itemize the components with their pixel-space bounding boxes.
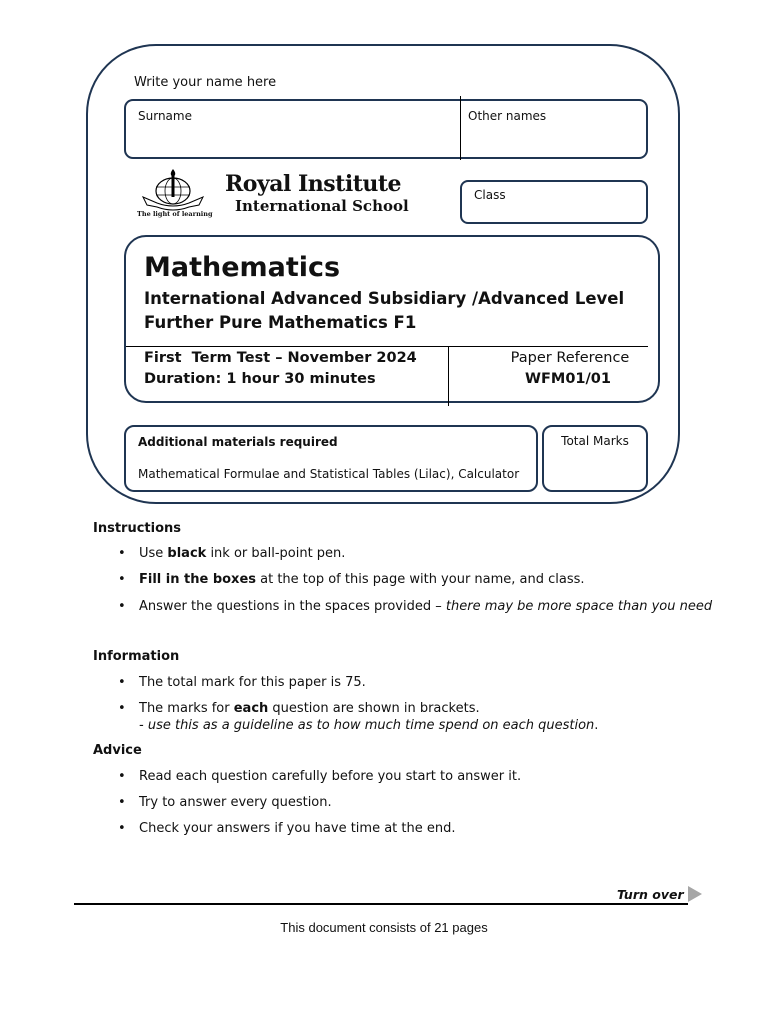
- footer-rule: [74, 903, 688, 905]
- instruction-item: [139, 572, 585, 587]
- triangle-right-icon: [688, 886, 702, 902]
- logo-tagline: The light of learning: [137, 210, 213, 218]
- instructions-heading: Instructions: [93, 521, 182, 536]
- test-name: First Term Test – November 2024: [144, 350, 417, 366]
- turn-over-label: Turn over: [617, 887, 684, 902]
- class-field-label: Class: [474, 188, 506, 202]
- school-name: Royal Institute: [225, 171, 402, 197]
- bullet-icon: •: [118, 675, 126, 690]
- paper-reference-value: WFM01/01: [525, 371, 611, 387]
- qualification-level: International Advanced Subsidiary /Advanced Level: [144, 289, 625, 308]
- subject-divider: [126, 346, 648, 347]
- bullet-icon: •: [118, 546, 126, 561]
- emphasis: black: [167, 546, 207, 561]
- subject-title: Mathematics: [144, 252, 341, 283]
- materials-text: Mathematical Formulae and Statistical Tables (Lilac), Calculator: [138, 467, 520, 481]
- advice-heading: Advice: [93, 743, 142, 758]
- italic-note: - use this as a guideline as to how much time spend on each question: [139, 718, 595, 733]
- other-names-field-label: Other names: [468, 109, 547, 123]
- text: question are shown in brackets.: [268, 701, 480, 716]
- text: .: [594, 718, 599, 733]
- information-item: The total mark for this paper is 75.: [139, 675, 366, 690]
- page-count-note: This document consists of 21 pages: [280, 920, 488, 935]
- school-subtitle: International School: [235, 197, 409, 215]
- surname-field-label: Surname: [138, 109, 192, 123]
- bullet-icon: •: [118, 769, 126, 784]
- bullet-icon: •: [118, 795, 126, 810]
- duration: Duration: 1 hour 30 minutes: [144, 371, 376, 387]
- emphasis: Fill in the boxes: [139, 572, 256, 587]
- advice-item: Read each question carefully before you start to answer it.: [139, 769, 522, 784]
- name-hint: Write your name here: [134, 75, 277, 90]
- information-subnote: [139, 718, 598, 733]
- text: The marks for: [139, 701, 234, 716]
- italic-note: there may be more space than you need: [445, 599, 713, 614]
- bullet-icon: •: [118, 572, 126, 587]
- advice-item: Try to answer every question.: [139, 795, 332, 810]
- reference-divider: [448, 347, 449, 406]
- bullet-icon: •: [118, 821, 126, 836]
- paper-reference-label: Paper Reference: [510, 350, 630, 366]
- text: Answer the questions in the spaces provided –: [139, 599, 446, 614]
- advice-item: Check your answers if you have time at the end.: [139, 821, 456, 836]
- materials-heading: Additional materials required: [138, 435, 338, 449]
- instruction-item: [139, 546, 345, 561]
- class-box[interactable]: [460, 180, 648, 224]
- text: Use: [139, 546, 168, 561]
- information-heading: Information: [93, 649, 180, 664]
- emphasis: each: [233, 701, 269, 716]
- name-divider: [460, 96, 461, 160]
- paper-title: Further Pure Mathematics F1: [144, 313, 417, 332]
- bullet-icon: •: [118, 701, 126, 716]
- name-box[interactable]: [124, 99, 648, 159]
- instruction-item: [139, 599, 712, 614]
- total-marks-label: Total Marks: [561, 434, 629, 448]
- text: ink or ball-point pen.: [206, 546, 346, 561]
- text: at the top of this page with your name, and class.: [256, 572, 585, 587]
- bullet-icon: •: [118, 599, 126, 614]
- school-logo: [135, 167, 445, 223]
- information-item: [139, 701, 480, 716]
